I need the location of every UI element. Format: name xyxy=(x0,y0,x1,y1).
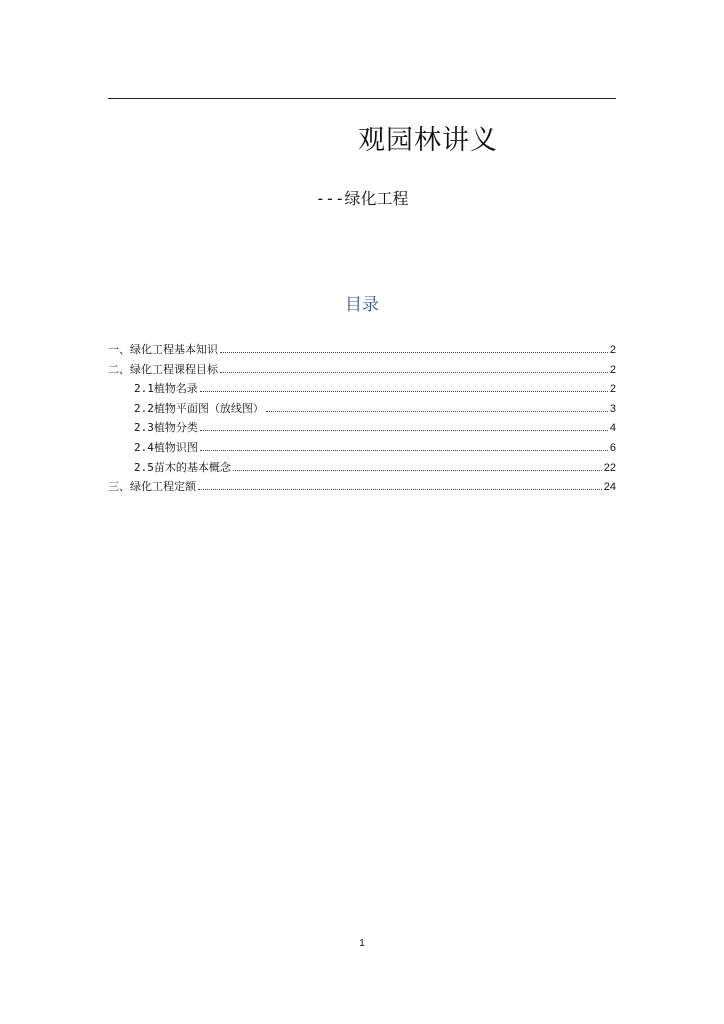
toc-leader-dots xyxy=(200,430,608,431)
toc-entry-label: 二、绿化工程课程目标 xyxy=(108,362,218,376)
toc-entry[interactable] xyxy=(108,380,616,400)
toc-heading: 目录 xyxy=(345,295,379,315)
document-subtitle: ---绿化工程 xyxy=(315,189,409,208)
toc-leader-dots xyxy=(220,372,608,373)
toc-leader-dots xyxy=(220,352,608,353)
toc-leader-dots xyxy=(266,411,608,412)
toc-entry[interactable] xyxy=(108,400,616,420)
toc-entry-page: 2 xyxy=(609,383,616,396)
toc-leader-dots xyxy=(233,470,602,471)
toc-entry-label: 2.3植物分类 xyxy=(134,421,198,435)
toc-entry-label: 一、绿化工程基本知识 xyxy=(108,343,218,356)
toc-entry[interactable] xyxy=(108,478,616,498)
header-rule xyxy=(108,98,616,99)
toc-entry[interactable] xyxy=(108,341,616,361)
toc-entry-page: 2 xyxy=(609,344,616,356)
toc-entry-page: 4 xyxy=(609,422,616,435)
toc-entry-label: 2.1植物名录 xyxy=(134,382,198,396)
toc-entry-page: 3 xyxy=(609,402,616,415)
toc-leader-dots xyxy=(200,391,608,392)
toc-leader-dots xyxy=(200,450,608,451)
toc-entry-label: 2.5苗木的基本概念 xyxy=(134,460,231,474)
toc-entry-page: 2 xyxy=(609,363,616,376)
table-of-contents xyxy=(108,341,616,498)
toc-entry-label: 三、绿化工程定额 xyxy=(108,480,196,494)
page-number: 1 xyxy=(359,938,365,949)
toc-entry[interactable] xyxy=(108,439,616,459)
toc-entry[interactable] xyxy=(108,361,616,381)
toc-leader-dots xyxy=(198,489,602,490)
toc-entry-page: 24 xyxy=(603,481,616,494)
toc-entry[interactable] xyxy=(108,419,616,439)
toc-entry-page: 6 xyxy=(609,441,616,454)
toc-entry-page: 22 xyxy=(603,461,616,474)
toc-entry-label: 2.4植物识图 xyxy=(134,440,198,454)
toc-entry-label: 2.2植物平面图（放线图） xyxy=(134,401,264,415)
document-title: 观园林讲义 xyxy=(358,125,498,156)
toc-entry[interactable] xyxy=(108,459,616,479)
